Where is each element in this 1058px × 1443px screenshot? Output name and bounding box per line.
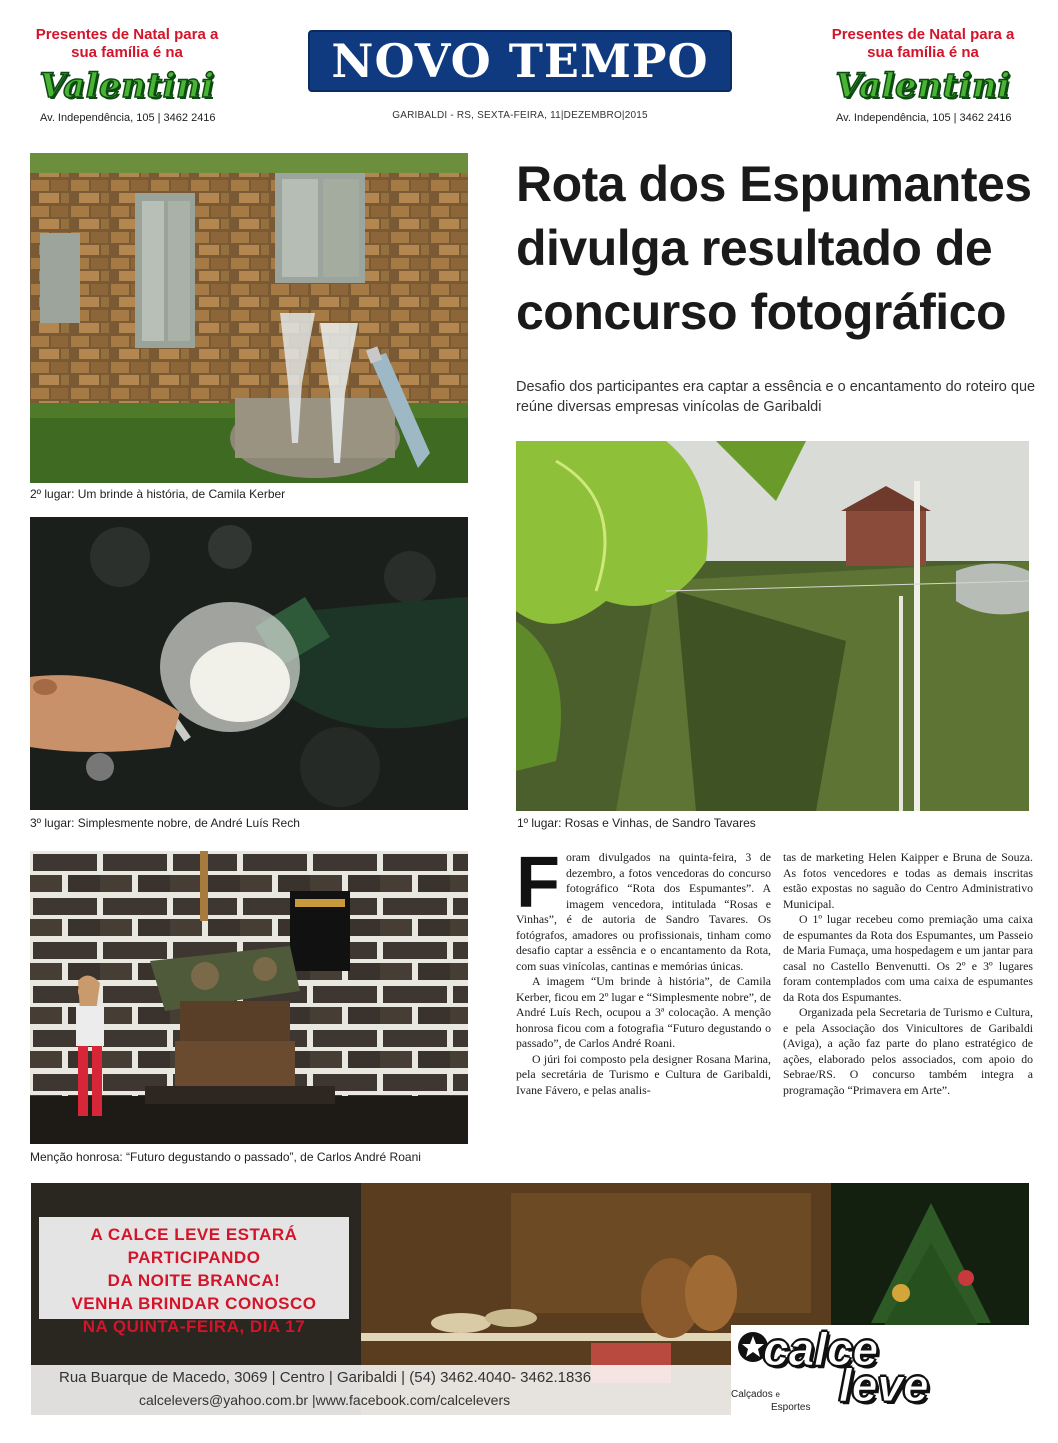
- ad-address: Av. Independência, 105 | 3462 2416: [40, 112, 216, 124]
- photo-honorable-mention: [30, 851, 468, 1144]
- caption-honorable-mention: Menção honrosa: “Futuro degustando o passado”, de Carlos André Roani: [30, 1150, 421, 1164]
- article-paragraph: tas de marketing Helen Kaipper e Bruna de Souza. As fotos vencedores e todas as demais inscritas estão expostas no saguão do Centro Administrativo Municipal.: [783, 850, 1033, 911]
- caption-third-place: 3º lugar: Simplesmente nobre, de André Luís Rech: [30, 816, 300, 830]
- article-paragraph: A imagem “Um brinde à história”, de Camila Kerber, ficou em 2º lugar e “Simplesmente nobre”, de André Luís Rech, ocupou a 3ª colocação. A menção honrosa ficou com a fotografia “Futuro degustando o passado”, de Carlos André Roani.: [516, 974, 771, 1050]
- article-body-column-1: [516, 843, 771, 1098]
- article-paragraph: Foram divulgados na quinta-feira, 3 de dezembro, a fotos vencedoras do concurso fotográfico “Rota dos Espumantes”. A imagem vencedora, intitulada “Rosas e Vinhas”, é de autoria de Sandro Tavares. Os fotógrafos, amadores ou profissionais, tinham como desafio captar a essência e o encantamento da Rota, com suas vinícolas, cantinas e memórias únicas.: [516, 843, 771, 973]
- ad-line-2: sua família é na: [71, 44, 183, 61]
- valentini-ad-right: [818, 26, 1028, 124]
- article-paragraph: O 1º lugar recebeu como premiação uma caixa de espumantes da Rota dos Espumantes, um Passeio de Maria Fumaça, uma hospedagem e um jantar para casal no Castello Benvenutti. Os 2º e 3º lugares foram contemplados com uma caixa de espumantes da Rota dos Espumantes.: [783, 912, 1033, 1004]
- photo-third-place: [30, 517, 468, 810]
- logo-word-calce: calce: [763, 1323, 879, 1375]
- article-headline: Rota dos Espumantes divulga resultado de concurso fotográfico: [516, 156, 1032, 340]
- article-paragraph: Organizada pela Secretaria de Turismo e Cultura, e pela Associação dos Vinicultores de Garibaldi (Aviga), a ação faz parte do plano estratégico de ações, elaborado pelos associados, com apoio do Sebrae/RS. O concurso também integra a programação “Primavera em Arte”.: [783, 1005, 1033, 1097]
- logo-word-leve: leve: [839, 1359, 929, 1411]
- ad-line-1: Presentes de Natal para a: [831, 26, 1015, 43]
- calce-leve-ad: [31, 1183, 1029, 1415]
- logo-subtitle: Calçados e: [731, 1389, 780, 1400]
- valentini-logo: Valentini: [39, 66, 215, 106]
- caption-second-place: 2º lugar: Um brinde à história, de Camila Kerber: [30, 487, 286, 501]
- drop-cap: F: [516, 843, 560, 923]
- ad-message-line: A CALCE LEVE ESTARÁ PARTICIPANDO: [90, 1225, 298, 1267]
- valentini-logo: Valentini: [835, 66, 1011, 106]
- caption-first-place: 1º lugar: Rosas e Vinhas, de Sandro Tavares: [517, 816, 756, 830]
- valentini-ad-left: [22, 26, 232, 124]
- article-paragraph: O júri foi composto pela designer Rosana Marina, pela secretária de Turismo e Cultura de Garibaldi, Ivane Fávero, e pelas analis-: [516, 1051, 771, 1097]
- article-subhead: Desafio dos participantes era captar a essência e o encantamento do roteiro que reúne diversas empresas vinícolas de Garibaldi: [516, 379, 1036, 415]
- ad-message-box: [39, 1217, 349, 1336]
- ad-message-line: VENHA BRINDAR CONOSCO: [71, 1294, 317, 1313]
- photo-second-place: [30, 153, 468, 483]
- newspaper-logo: [308, 30, 732, 92]
- dateline: GARIBALDI - RS, SEXTA-FEIRA, 11|DEZEMBRO|2015: [392, 110, 648, 121]
- ad-address-line: Rua Buarque de Macedo, 3069 | Centro | Garibaldi | (54) 3462.4040- 3462.1836: [59, 1369, 592, 1386]
- ad-line-2: sua família é na: [867, 44, 979, 61]
- calce-leve-logo: [731, 1325, 1029, 1415]
- article-body-column-2: [783, 850, 1033, 1098]
- ad-contact-line: calcelevers@yahoo.com.br |www.facebook.com/calcelevers: [139, 1392, 511, 1408]
- ad-address: Av. Independência, 105 | 3462 2416: [836, 112, 1012, 124]
- logo-subtitle-2: Esportes: [771, 1402, 811, 1413]
- ad-message-line: DA NOITE BRANCA!: [107, 1271, 281, 1290]
- photo-first-place: [516, 441, 1029, 811]
- ad-line-1: Presentes de Natal para a: [35, 26, 219, 43]
- newspaper-logo-text: NOVO TEMPO: [331, 34, 709, 88]
- ad-message-line: NA QUINTA-FEIRA, DIA 17: [82, 1317, 306, 1336]
